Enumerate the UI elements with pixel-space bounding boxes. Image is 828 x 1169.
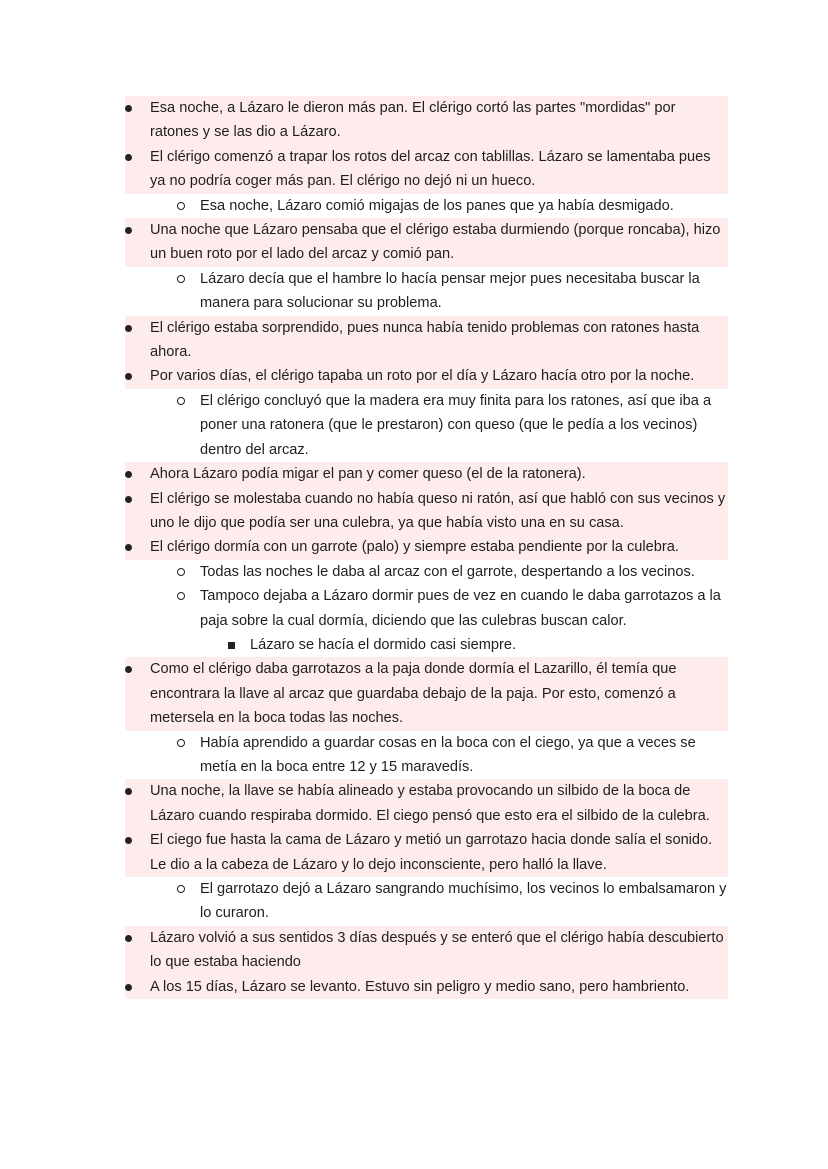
list-item-text: Esa noche, Lázaro comió migajas de los panes que ya había desmigado. [200, 197, 674, 214]
sub-list-item [200, 584, 728, 633]
list-item [125, 145, 728, 194]
list-item-text: El clérigo comenzó a trapar los rotos del arcaz con tablillas. Lázaro se lamentaba pues ya no podría coger más pan. El clérigo no dejó ni un hueco. [150, 148, 711, 190]
list-item [125, 779, 728, 828]
bullet-circle-icon [177, 568, 185, 576]
bullet-dot-icon [125, 325, 132, 332]
sub-list-item [200, 194, 728, 218]
list-item-text: Esa noche, a Lázaro le dieron más pan. El clérigo cortó las partes "mordidas" por ratones y se las dio a Lázaro. [150, 100, 676, 141]
list-item [125, 926, 728, 975]
list-item-text: Lázaro se hacía el dormido casi siempre. [250, 636, 517, 653]
list-item [125, 96, 728, 145]
list-item-text: Como el clérigo daba garrotazos a la paja donde dormía el Lazarillo, él temía que encontrara la llave al arcaz que guardaba debajo de la paja. Por esto, comenzó a metersela en la boca todas las noches. [150, 661, 677, 727]
notes-list [0, 96, 828, 999]
list-item-text: El clérigo dormía con un garrote (palo) y siempre estaba pendiente por la culebra. [150, 539, 679, 556]
bullet-circle-icon [177, 885, 185, 893]
list-item [125, 462, 728, 486]
list-item-text: El ciego fue hasta la cama de Lázaro y metió un garrotazo hacia donde salía el sonido. Le dio a la cabeza de Lázaro y lo dejo inconsciente, pero halló la llave. [150, 832, 713, 873]
sub-list-item [200, 877, 728, 926]
list-item-text: A los 15 días, Lázaro se levanto. Estuvo sin peligro y medio sano, pero hambriento. [150, 978, 690, 995]
list-item-text: El clérigo concluyó que la madera era muy finita para los ratones, así que iba a poner una ratonera (que le prestaron) con queso (que le pedía a los vecinos) dentro del arcaz. [200, 392, 712, 458]
sub-list-item [200, 560, 728, 584]
sub-list-item [200, 267, 728, 316]
sub-list-item [200, 389, 728, 462]
bullet-dot-icon [125, 788, 132, 795]
list-item-text: El garrotazo dejó a Lázaro sangrando muchísimo, los vecinos lo embalsamaron y lo curaron. [200, 881, 727, 922]
bullet-dot-icon [125, 105, 132, 112]
bullet-dot-icon [125, 373, 132, 380]
bullet-dot-icon [125, 666, 132, 673]
list-item [125, 316, 728, 365]
list-item [125, 487, 728, 536]
bullet-dot-icon [125, 544, 132, 551]
list-item [125, 218, 728, 267]
list-item [125, 975, 728, 999]
list-item [125, 364, 728, 388]
sub-sub-list-item [250, 633, 728, 657]
list-item [125, 535, 728, 559]
bullet-dot-icon [125, 984, 132, 991]
bullet-circle-icon [177, 397, 185, 405]
bullet-dot-icon [125, 935, 132, 942]
list-item [125, 828, 728, 877]
list-item-text: Lázaro volvió a sus sentidos 3 días después y se enteró que el clérigo había descubierto lo que estaba haciendo [150, 929, 724, 971]
list-item-text: Ahora Lázaro podía migar el pan y comer queso (el de la ratonera). [150, 466, 586, 483]
bullet-circle-icon [177, 202, 185, 210]
list-item-text: Todas las noches le daba al arcaz con el garrote, despertando a los vecinos. [200, 563, 695, 580]
list-item-text: El clérigo estaba sorprendido, pues nunca había tenido problemas con ratones hasta ahora. [150, 319, 700, 361]
list-item-text: Por varios días, el clérigo tapaba un roto por el día y Lázaro hacía otro por la noche. [150, 368, 695, 385]
bullet-circle-icon [177, 275, 185, 283]
bullet-dot-icon [125, 227, 132, 234]
list-item-text: Tampoco dejaba a Lázaro dormir pues de vez en cuando le daba garrotazos a la paja sobre la cual dormía, diciendo que las culebras buscan calor. [200, 588, 721, 629]
sub-list-item [200, 731, 728, 780]
bullet-dot-icon [125, 154, 132, 161]
list-item-text: Una noche, la llave se había alineado y estaba provocando un silbido de la boca de Lázaro cuando respiraba dormido. El ciego pensó que esto era el silbido de la culebra. [150, 783, 710, 824]
bullet-circle-icon [177, 739, 185, 747]
bullet-dot-icon [125, 496, 132, 503]
bullet-circle-icon [177, 592, 185, 600]
bullet-dot-icon [125, 837, 132, 844]
list-item-text: Una noche que Lázaro pensaba que el clérigo estaba durmiendo (porque roncaba), hizo un buen roto por el lado del arcaz y comió pan. [150, 222, 721, 263]
list-item-text: Lázaro decía que el hambre lo hacía pensar mejor pues necesitaba buscar la manera para solucionar su problema. [200, 270, 700, 312]
bullet-dot-icon [125, 471, 132, 478]
list-item [125, 657, 728, 730]
list-item-text: El clérigo se molestaba cuando no había queso ni ratón, así que habló con sus vecinos y uno le dijo que podía ser una culebra, ya que había visto una en su casa. [150, 490, 726, 531]
bullet-square-icon [228, 642, 235, 649]
list-item-text: Había aprendido a guardar cosas en la boca con el ciego, ya que a veces se metía en la boca entre 12 y 15 maravedís. [200, 734, 696, 775]
